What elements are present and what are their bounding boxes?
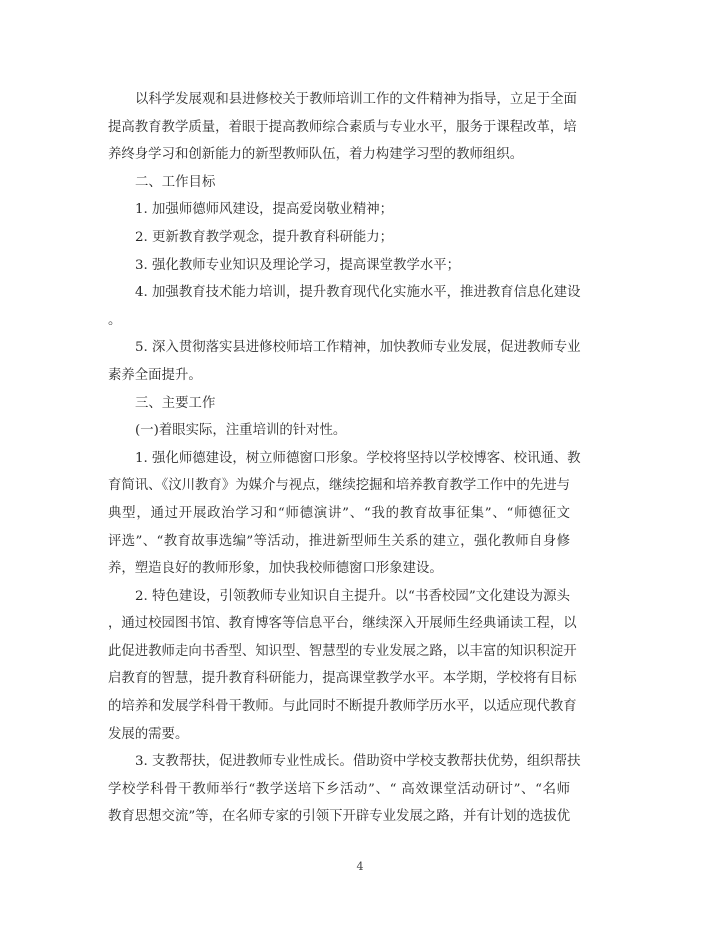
text-line: 典型，通过开展政治学习和“师德演讲”、“我的教育故事征集”、“师德征文 — [108, 505, 570, 521]
text-line: 的培养和发展学科骨干教师。与此同时不断提升教师学历水平，以适应现代教育 — [108, 699, 577, 715]
text-line: 1. 强化师德建设，树立师德窗口形象。学校将坚持以学校博客、校讯通、教 — [135, 450, 581, 466]
text-line: 评选”、“教育故事选编”等活动，推进新型师生关系的建立，强化教师自身修 — [108, 533, 570, 549]
page-number: 4 — [356, 860, 364, 873]
text-line: 育简讯、《汶川教育》为媒介与视点，继续挖掘和培养教育教学工作中的先进与 — [108, 478, 570, 494]
document-body — [108, 86, 581, 831]
text-line: 启教育的智慧，提升教育科研能力，提高课堂教学水平。本学期，学校将有目标 — [108, 671, 577, 687]
text-line: 学校学科骨干教师举行“教学送培下乡活动”、“ 高效课堂活动研讨”、“名师 — [108, 781, 570, 797]
text-line: 三、主要工作 — [135, 395, 216, 411]
text-line: 以科学发展观和县进修校关于教师培训工作的文件精神为指导，立足于全面 — [135, 92, 577, 107]
text-line: 2. 更新教育教学观念，提升教育科研能力； — [135, 229, 394, 245]
text-line: 二、工作目标 — [135, 174, 216, 190]
text-line: 1. 加强师德师风建设，提高爱岗敬业精神； — [135, 202, 394, 218]
text-line: (一)着眼实际，注重培训的针对性。 — [135, 423, 347, 439]
text-line: ，通过校园图书馆、教育博客等信息平台，继续深入开展师生经典诵读工程，以 — [108, 616, 577, 632]
text-line: 3. 强化教师专业知识及理论学习，提高课堂教学水平； — [135, 257, 461, 273]
text-line: 素养全面提升。 — [108, 367, 202, 383]
text-line: 2. 特色建设，引领教师专业知识自主提升。以“书香校园”文化建设为源头 — [135, 588, 570, 604]
text-line: 养终身学习和创新能力的新型教师队伍，着力构建学习型的教师组织。 — [108, 147, 524, 163]
text-line: 教育思想交流”等，在名师专家的引领下开辟专业发展之路，并有计划的选拔优 — [108, 809, 571, 825]
text-line: 3. 支教帮扶，促进教师专业性成长。借助资中学校支教帮扶优势，组织帮扶 — [135, 754, 581, 770]
text-line: 养，塑造良好的教师形象，加快我校师德窗口形象建设。 — [108, 561, 443, 577]
text-line: 此促进教师走向书香型、知识型、智慧型的专业发展之路，以丰富的知识积淀开 — [108, 643, 577, 659]
text-line: 4. 加强教育技术能力培训，提升教育现代化实施水平，推进教育信息化建设 — [135, 285, 581, 301]
text-line: 发展的需要。 — [108, 726, 189, 742]
text-line: 5. 深入贯彻落实县进修校师培工作精神，加快教师专业发展，促进教师专业 — [135, 340, 581, 356]
text-line: 提高教育教学质量，着眼于提高教师综合素质与专业水平，服务于课程改革，培 — [108, 119, 577, 135]
text-line: 。 — [108, 312, 122, 328]
